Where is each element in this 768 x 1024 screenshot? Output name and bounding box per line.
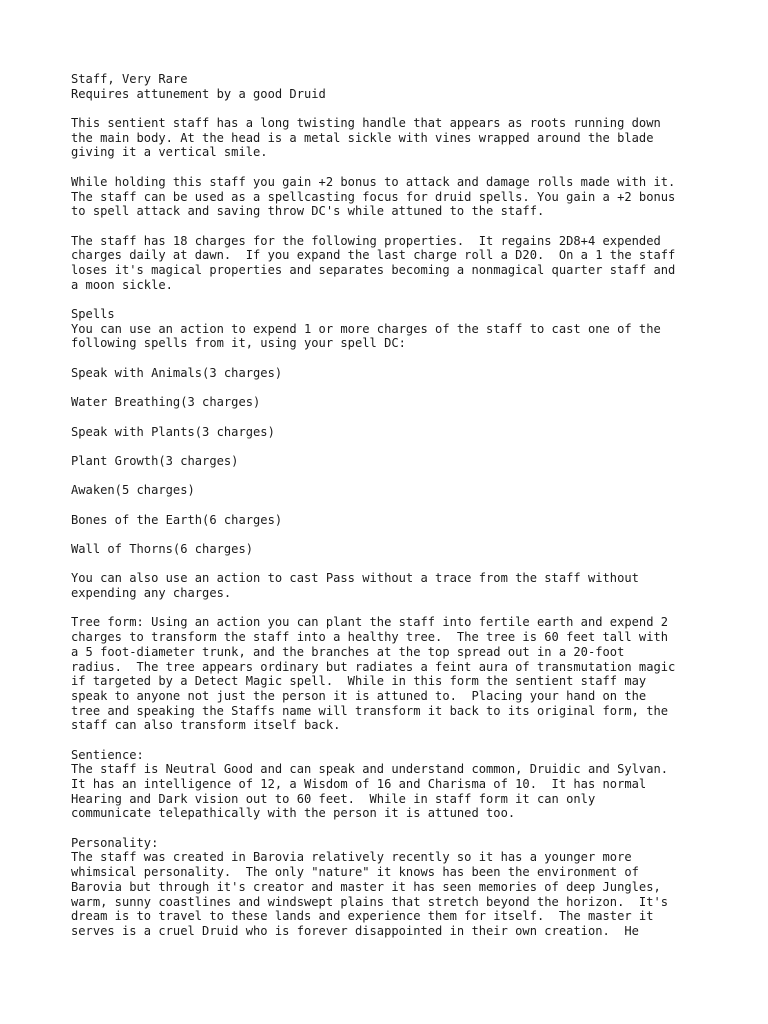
paragraph bbox=[71, 483, 751, 498]
text-line: Requires attunement by a good Druid bbox=[71, 86, 326, 101]
text-line: loses it's magical properties and separates becoming a nonmagical quarter staff and bbox=[71, 262, 676, 277]
text-line: Tree form: Using an action you can plant the staff into fertile earth and expend 2 bbox=[71, 615, 669, 630]
text-line: staff can also transform itself back. bbox=[71, 718, 341, 733]
text-line: You can also use an action to cast Pass without a trace from the staff without bbox=[71, 571, 639, 586]
paragraph bbox=[71, 307, 751, 351]
text-line: The staff was created in Barovia relatively recently so it has a younger more bbox=[71, 850, 632, 865]
text-line: Personality: bbox=[71, 835, 159, 850]
paragraph bbox=[71, 513, 751, 528]
text-line: a moon sickle. bbox=[71, 277, 173, 292]
paragraph bbox=[71, 748, 751, 821]
text-line: the main body. At the head is a metal sickle with vines wrapped around the blade bbox=[71, 130, 654, 145]
text-line: Spells bbox=[71, 307, 115, 321]
text-line: Awaken(5 charges) bbox=[71, 483, 195, 498]
text-line: Sentience: bbox=[71, 747, 144, 762]
text-line: Barovia but through it's creator and master it has seen memories of deep Jungles, bbox=[71, 879, 661, 894]
text-line: a 5 foot-diameter trunk, and the branches at the top spread out in a 20-foot bbox=[71, 644, 625, 659]
text-line: Speak with Animals(3 charges) bbox=[71, 365, 283, 380]
text-line: warm, sunny coastlines and windswept plains that stretch beyond the horizon. It's bbox=[71, 894, 669, 909]
text-line: The staff is Neutral Good and can speak and understand common, Druidic and Sylvan. bbox=[71, 762, 669, 777]
text-line: While holding this staff you gain +2 bonus to attack and damage rolls made with it. bbox=[71, 174, 676, 189]
paragraph bbox=[71, 234, 751, 293]
text-line: The staff can be used as a spellcasting focus for druid spells. You gain a +2 bonus bbox=[71, 189, 676, 204]
text-line: It has an intelligence of 12, a Wisdom of 16 and Charisma of 10. It has normal bbox=[71, 777, 647, 791]
paragraph bbox=[71, 836, 751, 939]
text-line: You can use an action to expend 1 or more charges of the staff to cast one of the bbox=[71, 321, 661, 336]
text-line: Hearing and Dark vision out to 60 feet. While in staff form it can only bbox=[71, 791, 596, 806]
text-line: whimsical personality. The only "nature" it knows has been the environment of bbox=[71, 865, 639, 880]
text-line: The staff has 18 charges for the following properties. It regains 2D8+4 expended bbox=[71, 233, 661, 248]
text-line: expending any charges. bbox=[71, 586, 232, 601]
text-line: Speak with Plants(3 charges) bbox=[71, 424, 275, 439]
text-line: Wall of Thorns(6 charges) bbox=[71, 542, 254, 556]
text-line: following spells from it, using your spell DC: bbox=[71, 336, 406, 351]
paragraph bbox=[71, 615, 751, 733]
text-line: dream is to travel to these lands and experience them for itself. The master it bbox=[71, 909, 654, 924]
text-line: communicate telepathically with the person it is attuned too. bbox=[71, 806, 516, 821]
text-line: if targeted by a Detect Magic spell. While in this form the sentient staff may bbox=[71, 674, 647, 689]
paragraph bbox=[71, 395, 751, 410]
text-line: Bones of the Earth(6 charges) bbox=[71, 512, 283, 527]
paragraph bbox=[71, 175, 751, 219]
text-line: radius. The tree appears ordinary but radiates a feint aura of transmutation magic bbox=[71, 659, 676, 674]
paragraph bbox=[71, 72, 751, 101]
text-line: to spell attack and saving throw DC's while attuned to the staff. bbox=[71, 204, 545, 219]
paragraph bbox=[71, 571, 751, 600]
paragraph bbox=[71, 116, 751, 160]
text-line: This sentient staff has a long twisting handle that appears as roots running down bbox=[71, 116, 661, 131]
document-page bbox=[71, 72, 751, 953]
paragraph bbox=[71, 542, 751, 557]
text-line: Staff, Very Rare bbox=[71, 72, 188, 86]
text-line: speak to anyone not just the person it is attuned to. Placing your hand on the bbox=[71, 688, 647, 703]
text-line: serves is a cruel Druid who is forever disappointed in their own creation. He bbox=[71, 923, 639, 938]
text-line: Plant Growth(3 charges) bbox=[71, 453, 239, 468]
text-line: giving it a vertical smile. bbox=[71, 145, 268, 160]
text-line: Water Breathing(3 charges) bbox=[71, 395, 261, 410]
text-line: charges daily at dawn. If you expand the last charge roll a D20. On a 1 the staff bbox=[71, 248, 676, 263]
paragraph bbox=[71, 366, 751, 381]
text-line: charges to transform the staff into a healthy tree. The tree is 60 feet tall with bbox=[71, 630, 669, 645]
paragraph bbox=[71, 454, 751, 469]
text-line: tree and speaking the Staffs name will transform it back to its original form, the bbox=[71, 703, 669, 718]
paragraph bbox=[71, 425, 751, 440]
